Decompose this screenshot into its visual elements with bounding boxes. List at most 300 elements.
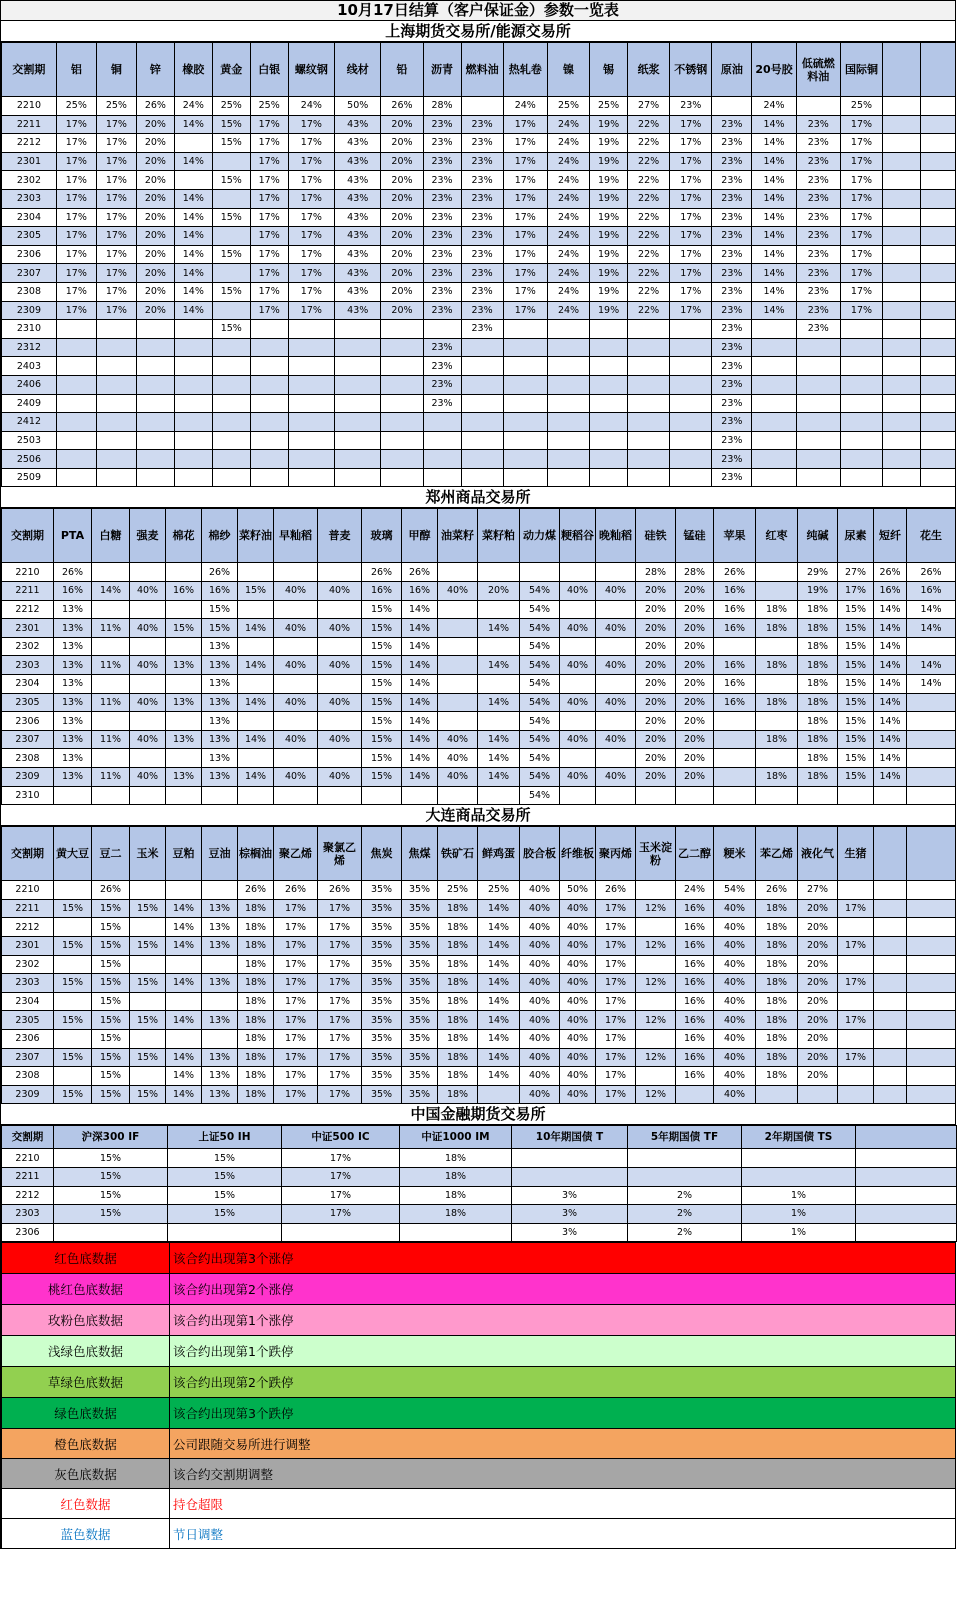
- margin-cell: 16%: [714, 600, 756, 619]
- margin-cell: [250, 431, 288, 450]
- margin-cell: 16%: [907, 582, 956, 601]
- margin-cell: 23%: [796, 245, 840, 264]
- margin-cell: [907, 918, 956, 937]
- margin-cell: 40%: [714, 1048, 756, 1067]
- margin-cell: 13%: [202, 936, 238, 955]
- margin-cell: 18%: [798, 712, 838, 731]
- margin-cell: 23%: [712, 208, 752, 227]
- delivery-period-cell: 2302: [2, 955, 54, 974]
- margin-cell: [921, 282, 956, 301]
- margin-cell: 14%: [402, 675, 438, 694]
- margin-cell: 26%: [907, 563, 956, 582]
- margin-cell: 40%: [274, 582, 318, 601]
- margin-cell: [921, 413, 956, 432]
- margin-cell: 16%: [676, 955, 714, 974]
- delivery-period-cell: 2406: [2, 375, 57, 394]
- margin-cell: 14%: [752, 115, 796, 134]
- margin-cell: 18%: [238, 974, 274, 993]
- column-header: 低硫燃料油: [796, 43, 840, 97]
- margin-cell: [461, 375, 503, 394]
- legend-table: [1, 1242, 956, 1549]
- margin-cell: [907, 749, 956, 768]
- margin-table: [1, 42, 956, 487]
- margin-cell: [670, 357, 712, 376]
- margin-cell: 22%: [628, 115, 670, 134]
- margin-cell: [752, 450, 796, 469]
- margin-cell: 17%: [250, 301, 288, 320]
- margin-cell: 11%: [92, 619, 130, 638]
- delivery-period-cell: 2304: [2, 992, 54, 1011]
- margin-cell: 17%: [596, 899, 636, 918]
- margin-cell: 13%: [54, 768, 92, 787]
- margin-cell: [756, 749, 798, 768]
- margin-cell: 23%: [712, 189, 752, 208]
- margin-cell: [874, 786, 907, 805]
- margin-cell: [166, 749, 202, 768]
- table-row: [2, 656, 956, 675]
- margin-cell: 24%: [547, 264, 589, 283]
- margin-cell: 16%: [202, 582, 238, 601]
- margin-cell: [250, 320, 288, 339]
- margin-cell: 17%: [838, 1011, 874, 1030]
- column-header: 锌: [136, 43, 174, 97]
- margin-cell: 18%: [400, 1205, 512, 1224]
- margin-cell: 17%: [840, 245, 882, 264]
- delivery-period-cell: 2303: [2, 1205, 54, 1224]
- margin-cell: 26%: [362, 563, 402, 582]
- margin-cell: 14%: [166, 918, 202, 937]
- margin-cell: [56, 338, 96, 357]
- margin-cell: [742, 1149, 856, 1168]
- margin-cell: 20%: [676, 712, 714, 731]
- margin-cell: [628, 1167, 742, 1186]
- margin-cell: 14%: [874, 675, 907, 694]
- margin-cell: 23%: [423, 282, 461, 301]
- margin-cell: 20%: [381, 208, 423, 227]
- table-row: [2, 413, 956, 432]
- delivery-period-cell: 2212: [2, 918, 54, 937]
- margin-cell: 18%: [756, 768, 798, 787]
- legend-description: 该合约交割期调整: [170, 1459, 956, 1489]
- margin-cell: [288, 394, 334, 413]
- margin-cell: [756, 786, 798, 805]
- margin-cell: 23%: [796, 152, 840, 171]
- margin-cell: 22%: [628, 301, 670, 320]
- margin-cell: [54, 881, 92, 900]
- margin-cell: [54, 1067, 92, 1086]
- margin-cell: 17%: [838, 899, 874, 918]
- margin-cell: 17%: [282, 1186, 400, 1205]
- margin-cell: 23%: [461, 134, 503, 153]
- table-row: [2, 749, 956, 768]
- margin-cell: 14%: [874, 619, 907, 638]
- margin-cell: 18%: [400, 1167, 512, 1186]
- margin-cell: [212, 264, 250, 283]
- margin-cell: [883, 357, 921, 376]
- sections-container: [1, 21, 956, 1242]
- margin-cell: [752, 413, 796, 432]
- column-header: 原油: [712, 43, 752, 97]
- margin-cell: 15%: [92, 955, 130, 974]
- column-header: 聚氯乙烯: [318, 827, 362, 881]
- margin-cell: 28%: [676, 563, 714, 582]
- margin-cell: 20%: [798, 899, 838, 918]
- margin-cell: 17%: [503, 227, 547, 246]
- margin-cell: [130, 1067, 166, 1086]
- margin-cell: 35%: [362, 1048, 402, 1067]
- margin-cell: [362, 786, 402, 805]
- margin-cell: [756, 582, 798, 601]
- margin-cell: 50%: [560, 881, 596, 900]
- margin-cell: 35%: [362, 955, 402, 974]
- margin-cell: 14%: [166, 1067, 202, 1086]
- margin-cell: 19%: [590, 152, 628, 171]
- margin-cell: 18%: [238, 918, 274, 937]
- margin-cell: 23%: [796, 227, 840, 246]
- margin-cell: 14%: [238, 768, 274, 787]
- margin-cell: 25%: [478, 881, 520, 900]
- margin-cell: [96, 450, 136, 469]
- margin-cell: [907, 730, 956, 749]
- column-header: 菜籽油: [238, 509, 274, 563]
- margin-cell: [883, 115, 921, 134]
- margin-cell: [174, 468, 212, 487]
- table-row: [2, 675, 956, 694]
- margin-cell: 15%: [92, 1085, 130, 1104]
- column-header: 鲜鸡蛋: [478, 827, 520, 881]
- margin-cell: 20%: [381, 171, 423, 190]
- margin-cell: [250, 413, 288, 432]
- margin-cell: 17%: [318, 955, 362, 974]
- margin-cell: 22%: [628, 208, 670, 227]
- margin-cell: [288, 338, 334, 357]
- margin-cell: 20%: [136, 264, 174, 283]
- margin-cell: 15%: [212, 282, 250, 301]
- margin-cell: 13%: [54, 675, 92, 694]
- margin-cell: [590, 357, 628, 376]
- margin-cell: 14%: [478, 768, 520, 787]
- margin-cell: 17%: [503, 264, 547, 283]
- margin-cell: 22%: [628, 245, 670, 264]
- margin-cell: [288, 375, 334, 394]
- margin-cell: 18%: [438, 974, 478, 993]
- margin-cell: 54%: [520, 768, 560, 787]
- margin-cell: [212, 413, 250, 432]
- margin-cell: [461, 450, 503, 469]
- margin-cell: [318, 675, 362, 694]
- column-header: 棕榈油: [238, 827, 274, 881]
- margin-cell: [874, 1029, 907, 1048]
- margin-cell: 23%: [712, 134, 752, 153]
- margin-cell: [596, 786, 636, 805]
- legend-label: 蓝色数据: [2, 1519, 170, 1549]
- legend-row: [2, 1489, 956, 1519]
- margin-cell: 16%: [362, 582, 402, 601]
- column-header: [856, 1126, 957, 1149]
- margin-cell: 17%: [838, 582, 874, 601]
- margin-cell: 14%: [402, 619, 438, 638]
- delivery-period-cell: 2306: [2, 1029, 54, 1048]
- margin-cell: [212, 357, 250, 376]
- margin-cell: 25%: [56, 97, 96, 116]
- margin-cell: 17%: [840, 189, 882, 208]
- margin-cell: [907, 786, 956, 805]
- margin-cell: 14%: [478, 1029, 520, 1048]
- margin-cell: 3%: [512, 1223, 628, 1242]
- margin-cell: [54, 918, 92, 937]
- margin-cell: 26%: [318, 881, 362, 900]
- table-row: [2, 730, 956, 749]
- margin-cell: 17%: [96, 264, 136, 283]
- margin-cell: 40%: [318, 730, 362, 749]
- margin-cell: [54, 955, 92, 974]
- margin-cell: 40%: [560, 1048, 596, 1067]
- margin-cell: 20%: [136, 171, 174, 190]
- margin-cell: 18%: [756, 899, 798, 918]
- margin-cell: 23%: [712, 357, 752, 376]
- margin-cell: 14%: [752, 264, 796, 283]
- margin-cell: 17%: [503, 152, 547, 171]
- margin-cell: [174, 134, 212, 153]
- margin-cell: [883, 413, 921, 432]
- margin-cell: 17%: [250, 282, 288, 301]
- margin-cell: 17%: [670, 282, 712, 301]
- margin-cell: [318, 563, 362, 582]
- column-header: 黄大豆: [54, 827, 92, 881]
- margin-cell: 23%: [796, 134, 840, 153]
- margin-cell: [907, 768, 956, 787]
- column-header: 交割期: [2, 1126, 54, 1149]
- margin-cell: [174, 450, 212, 469]
- column-header: 纯碱: [798, 509, 838, 563]
- margin-cell: 13%: [202, 675, 238, 694]
- delivery-period-cell: 2412: [2, 413, 57, 432]
- table-row: [2, 97, 956, 116]
- margin-cell: [596, 563, 636, 582]
- margin-cell: 17%: [670, 301, 712, 320]
- margin-cell: [628, 320, 670, 339]
- margin-cell: 16%: [714, 619, 756, 638]
- margin-cell: [670, 338, 712, 357]
- margin-cell: 15%: [54, 1085, 92, 1104]
- table-row: [2, 227, 956, 246]
- margin-cell: 23%: [423, 171, 461, 190]
- margin-cell: [130, 637, 166, 656]
- margin-cell: [670, 320, 712, 339]
- column-header: 2年期国债 TS: [742, 1126, 856, 1149]
- margin-cell: 35%: [362, 974, 402, 993]
- margin-cell: 22%: [628, 152, 670, 171]
- margin-cell: 14%: [402, 712, 438, 731]
- table-row: [2, 134, 956, 153]
- margin-cell: [547, 431, 589, 450]
- margin-cell: 17%: [250, 264, 288, 283]
- margin-cell: [874, 1085, 907, 1104]
- delivery-period-cell: 2306: [2, 245, 57, 264]
- margin-cell: 54%: [520, 693, 560, 712]
- margin-cell: [636, 881, 676, 900]
- margin-cell: 15%: [362, 600, 402, 619]
- margin-cell: 40%: [714, 992, 756, 1011]
- margin-cell: [628, 450, 670, 469]
- margin-cell: [56, 413, 96, 432]
- margin-cell: 20%: [136, 134, 174, 153]
- table-row: [2, 375, 956, 394]
- table-row: [2, 768, 956, 787]
- margin-cell: 17%: [318, 899, 362, 918]
- margin-cell: 23%: [712, 152, 752, 171]
- margin-cell: [54, 1029, 92, 1048]
- margin-cell: 23%: [796, 282, 840, 301]
- margin-cell: 13%: [202, 637, 238, 656]
- margin-cell: [670, 431, 712, 450]
- margin-cell: 20%: [381, 227, 423, 246]
- margin-cell: [461, 357, 503, 376]
- margin-cell: [838, 1067, 874, 1086]
- margin-cell: [461, 394, 503, 413]
- margin-cell: 14%: [478, 974, 520, 993]
- margin-cell: 17%: [96, 245, 136, 264]
- margin-cell: 14%: [174, 264, 212, 283]
- margin-cell: [212, 468, 250, 487]
- margin-cell: 43%: [335, 152, 381, 171]
- margin-cell: [288, 468, 334, 487]
- margin-cell: [335, 375, 381, 394]
- margin-cell: 13%: [166, 768, 202, 787]
- margin-cell: 13%: [202, 656, 238, 675]
- margin-cell: [174, 394, 212, 413]
- margin-cell: 17%: [250, 245, 288, 264]
- margin-cell: [96, 394, 136, 413]
- margin-cell: 23%: [461, 282, 503, 301]
- margin-cell: [752, 357, 796, 376]
- margin-cell: 23%: [670, 97, 712, 116]
- margin-cell: 17%: [318, 1067, 362, 1086]
- table-row: [2, 338, 956, 357]
- margin-cell: 14%: [752, 152, 796, 171]
- margin-cell: [742, 1167, 856, 1186]
- margin-cell: 18%: [756, 1029, 798, 1048]
- margin-cell: 43%: [335, 115, 381, 134]
- delivery-period-cell: 2503: [2, 431, 57, 450]
- margin-cell: 18%: [798, 619, 838, 638]
- margin-cell: 24%: [547, 134, 589, 153]
- margin-cell: [478, 712, 520, 731]
- margin-cell: [250, 394, 288, 413]
- margin-cell: [56, 468, 96, 487]
- column-header: 豆粕: [166, 827, 202, 881]
- margin-cell: [335, 431, 381, 450]
- margin-cell: 17%: [250, 152, 288, 171]
- margin-cell: 15%: [168, 1205, 282, 1224]
- table-row: [2, 974, 956, 993]
- delivery-period-cell: 2303: [2, 189, 57, 208]
- margin-cell: 11%: [92, 693, 130, 712]
- margin-cell: [756, 1085, 798, 1104]
- margin-cell: 40%: [714, 1067, 756, 1086]
- margin-cell: 17%: [838, 1048, 874, 1067]
- table-row: [2, 1011, 956, 1030]
- column-header: 焦煤: [402, 827, 438, 881]
- margin-cell: [402, 786, 438, 805]
- margin-cell: 40%: [560, 582, 596, 601]
- column-header: 菜籽粕: [478, 509, 520, 563]
- table-row: [2, 115, 956, 134]
- margin-cell: 17%: [56, 171, 96, 190]
- margin-cell: 14%: [174, 282, 212, 301]
- legend-row: [2, 1336, 956, 1367]
- margin-cell: [92, 712, 130, 731]
- margin-cell: [381, 468, 423, 487]
- margin-cell: [670, 450, 712, 469]
- margin-cell: 17%: [288, 208, 334, 227]
- margin-cell: [590, 320, 628, 339]
- margin-cell: [250, 450, 288, 469]
- margin-cell: [130, 1029, 166, 1048]
- margin-cell: [752, 375, 796, 394]
- margin-cell: 54%: [520, 786, 560, 805]
- margin-cell: 17%: [596, 1048, 636, 1067]
- margin-cell: 15%: [838, 656, 874, 675]
- margin-cell: 17%: [503, 115, 547, 134]
- margin-cell: 13%: [202, 899, 238, 918]
- margin-cell: 15%: [92, 992, 130, 1011]
- margin-cell: 17%: [250, 208, 288, 227]
- delivery-period-cell: 2312: [2, 338, 57, 357]
- margin-cell: [174, 375, 212, 394]
- margin-cell: 20%: [381, 189, 423, 208]
- margin-cell: 15%: [212, 115, 250, 134]
- margin-cell: [288, 450, 334, 469]
- margin-cell: [423, 468, 461, 487]
- margin-cell: [840, 431, 882, 450]
- margin-cell: 35%: [362, 899, 402, 918]
- margin-cell: 13%: [202, 918, 238, 937]
- margin-cell: [874, 1011, 907, 1030]
- margin-cell: 20%: [676, 656, 714, 675]
- margin-cell: [130, 955, 166, 974]
- margin-cell: 14%: [478, 992, 520, 1011]
- table-row: [2, 468, 956, 487]
- table-row: [2, 786, 956, 805]
- margin-cell: [381, 431, 423, 450]
- margin-cell: 14%: [238, 693, 274, 712]
- margin-cell: 20%: [798, 974, 838, 993]
- margin-cell: 15%: [202, 619, 238, 638]
- table-row: [2, 1149, 957, 1168]
- margin-cell: 15%: [362, 656, 402, 675]
- margin-cell: 18%: [400, 1149, 512, 1168]
- margin-cell: 15%: [838, 637, 874, 656]
- margin-cell: [874, 974, 907, 993]
- margin-cell: 17%: [840, 264, 882, 283]
- margin-cell: [56, 431, 96, 450]
- margin-cell: [628, 431, 670, 450]
- margin-cell: [381, 338, 423, 357]
- margin-cell: 23%: [712, 431, 752, 450]
- margin-cell: 18%: [238, 1067, 274, 1086]
- margin-cell: 20%: [636, 675, 676, 694]
- margin-cell: 26%: [202, 563, 238, 582]
- margin-cell: 40%: [560, 768, 596, 787]
- margin-cell: [636, 992, 676, 1011]
- margin-cell: [92, 600, 130, 619]
- margin-cell: [438, 712, 478, 731]
- margin-cell: [438, 600, 478, 619]
- margin-cell: [478, 563, 520, 582]
- margin-cell: 17%: [274, 955, 318, 974]
- margin-cell: 18%: [756, 936, 798, 955]
